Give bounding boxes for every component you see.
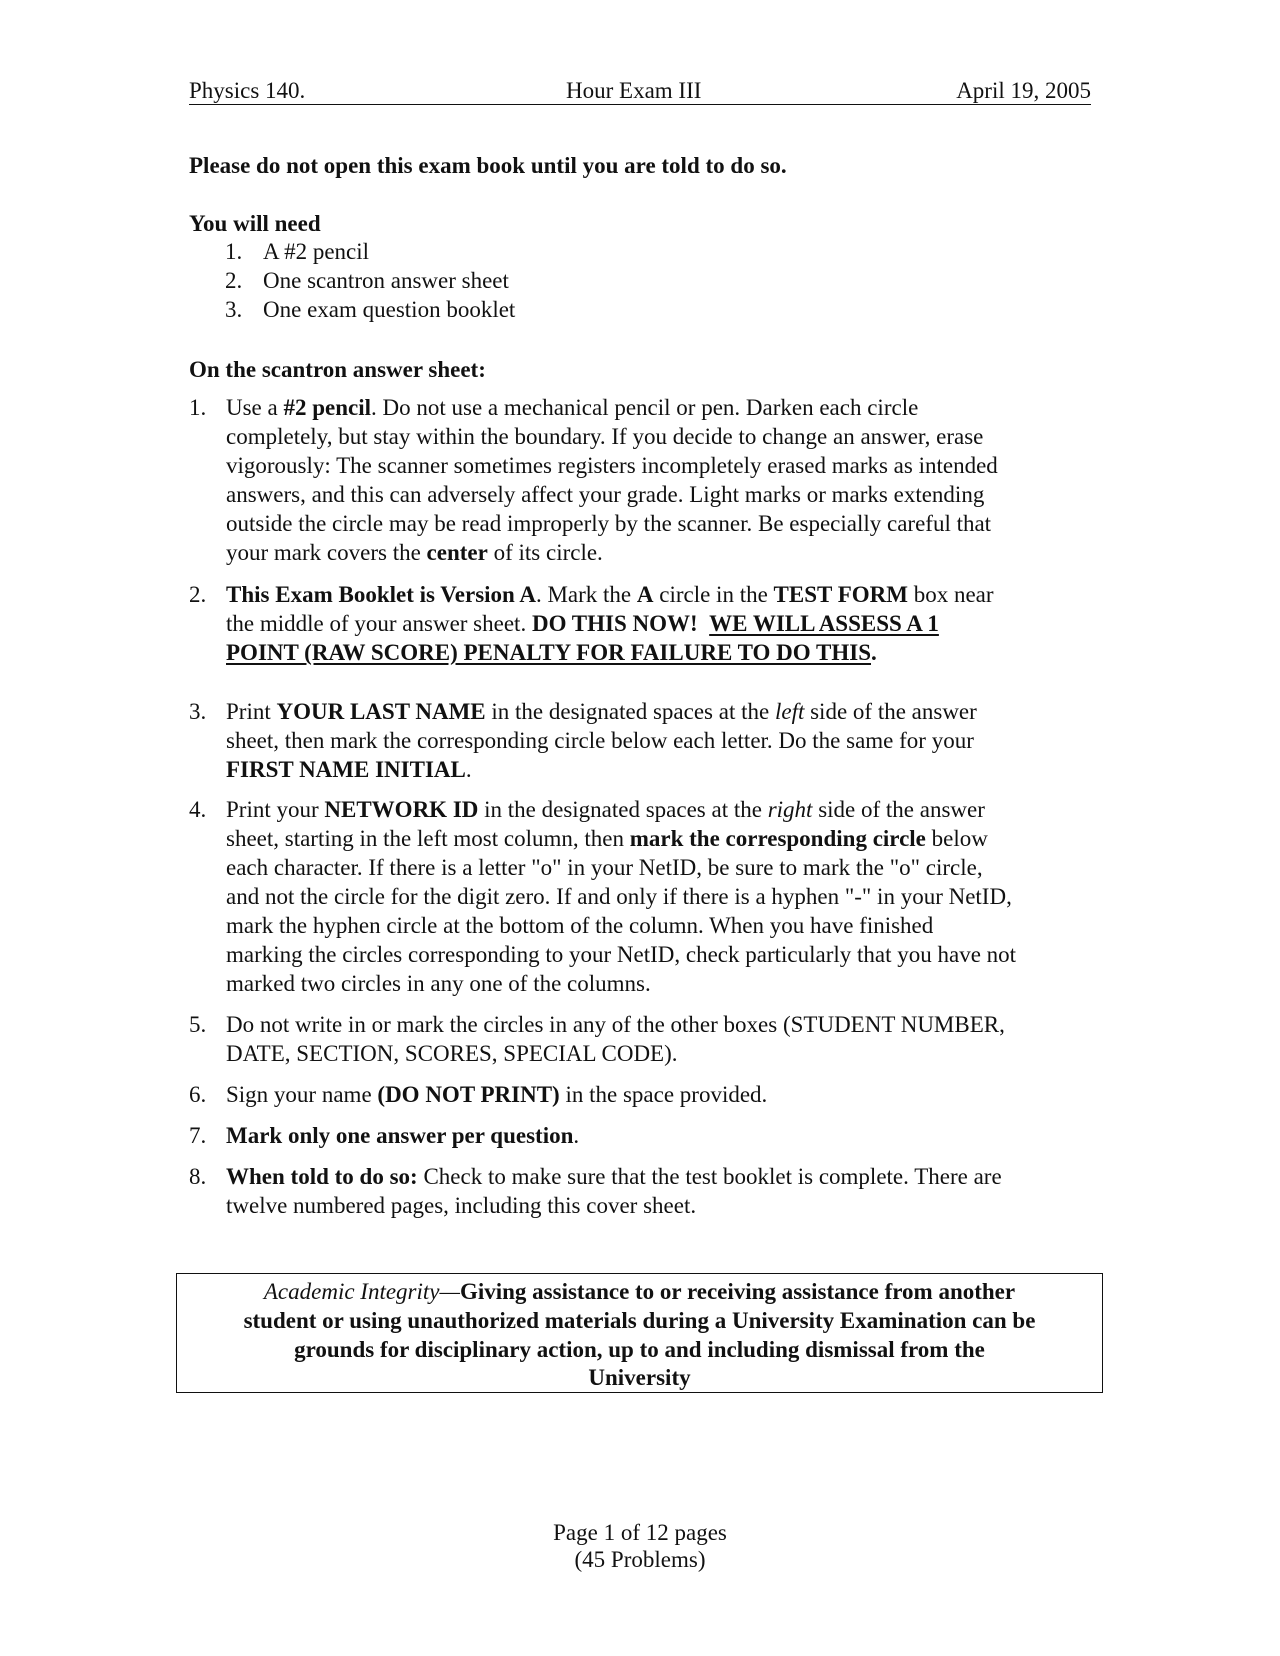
text-line: vigorously: The scanner sometimes registers incompletely erased marks as intended (226, 453, 998, 478)
integrity-line: University (588, 1365, 691, 1390)
integrity-line: Academic Integrity—Giving assistance to or receiving assistance from another (263, 1279, 1016, 1304)
text-line: answers, and this can adversely affect your grade. Light marks or marks extending (226, 482, 985, 507)
instruction-number: 8. (189, 1164, 207, 1189)
list-text: One exam question booklet (263, 297, 516, 322)
instruction-body (226, 1162, 1109, 1220)
text-line: POINT (RAW SCORE) PENALTY FOR FAILURE TO DO THIS. (226, 640, 877, 665)
text-line: FIRST NAME INITIAL. (226, 757, 472, 782)
need-title: You will need (189, 211, 321, 236)
text-line: Print YOUR LAST NAME in the designated spaces at the left side of the answer (226, 699, 977, 724)
text-line: outside the circle may be read improperly by the scanner. Be especially careful that (226, 511, 992, 536)
instruction-body (226, 393, 1109, 567)
instruction-body (226, 1121, 1109, 1150)
instruction-body (226, 795, 1109, 998)
instruction-number: 7. (189, 1123, 207, 1148)
text-line: sheet, then mark the corresponding circle below each letter. Do the same for your (226, 728, 974, 753)
text-line: Mark only one answer per question. (226, 1123, 580, 1148)
text-line: twelve numbered pages, including this cover sheet. (226, 1193, 697, 1218)
page-header (189, 76, 1091, 105)
open-warning: Please do not open this exam book until you are told to do so. (189, 153, 787, 178)
scantron-title: On the scantron answer sheet: (189, 357, 486, 382)
exam-title: Hour Exam III (566, 78, 702, 103)
text-line: Sign your name (DO NOT PRINT) in the space provided. (226, 1082, 768, 1107)
text-line: mark the hyphen circle at the bottom of the column. When you have finished (226, 913, 934, 938)
text-line: marking the circles corresponding to your NetID, check particularly that you have not (226, 942, 1017, 967)
instruction-body (226, 1080, 1109, 1109)
text-line: DATE, SECTION, SCORES, SPECIAL CODE). (226, 1041, 678, 1066)
instruction-body (226, 1010, 1109, 1068)
list-text: A #2 pencil (263, 239, 370, 264)
instruction-body (226, 580, 1109, 667)
text-line: This Exam Booklet is Version A. Mark the A circle in the TEST FORM box near (226, 582, 994, 607)
instruction-number: 4. (189, 797, 207, 822)
integrity-line: student or using unauthorized materials during a University Examination can be (243, 1308, 1036, 1333)
instruction-body (226, 697, 1109, 784)
page-number: Page 1 of 12 pages (553, 1520, 727, 1545)
text-line: the middle of your answer sheet. DO THIS NOW! WE WILL ASSESS A 1 (226, 611, 939, 636)
instruction-number: 5. (189, 1012, 207, 1037)
text-line: Use a #2 pencil. Do not use a mechanical pencil or pen. Darken each circle (226, 395, 919, 420)
text-line: When told to do so: Check to make sure that the test booklet is complete. There are (226, 1164, 1002, 1189)
instruction-number: 1. (189, 395, 207, 420)
academic-integrity-box (176, 1273, 1103, 1393)
text-line: sheet, starting in the left most column, then mark the corresponding circle below (226, 826, 988, 851)
text-line: each character. If there is a letter "o" in your NetID, be sure to mark the "o" circle, (226, 855, 983, 880)
instruction-number: 3. (189, 699, 207, 724)
integrity-line: grounds for disciplinary action, up to and including dismissal from the (294, 1337, 985, 1362)
text-line: Do not write in or mark the circles in any of the other boxes (STUDENT NUMBER, (226, 1012, 1005, 1037)
list-number: 1. (225, 239, 243, 264)
course-title: Physics 140. (189, 78, 306, 103)
list-number: 3. (225, 297, 243, 322)
text-line: and not the circle for the digit zero. If and only if there is a hyphen "-" in your NetID, (226, 884, 1012, 909)
text-line: completely, but stay within the boundary. If you decide to change an answer, erase (226, 424, 984, 449)
text-line: Print your NETWORK ID in the designated spaces at the right side of the answer (226, 797, 985, 822)
list-text: One scantron answer sheet (263, 268, 509, 293)
instruction-number: 2. (189, 582, 207, 607)
exam-date: April 19, 2005 (956, 78, 1091, 103)
list-number: 2. (225, 268, 243, 293)
instruction-number: 6. (189, 1082, 207, 1107)
text-line: marked two circles in any one of the columns. (226, 971, 651, 996)
text-line: your mark covers the center of its circle. (226, 540, 603, 565)
problem-count: (45 Problems) (574, 1547, 706, 1572)
